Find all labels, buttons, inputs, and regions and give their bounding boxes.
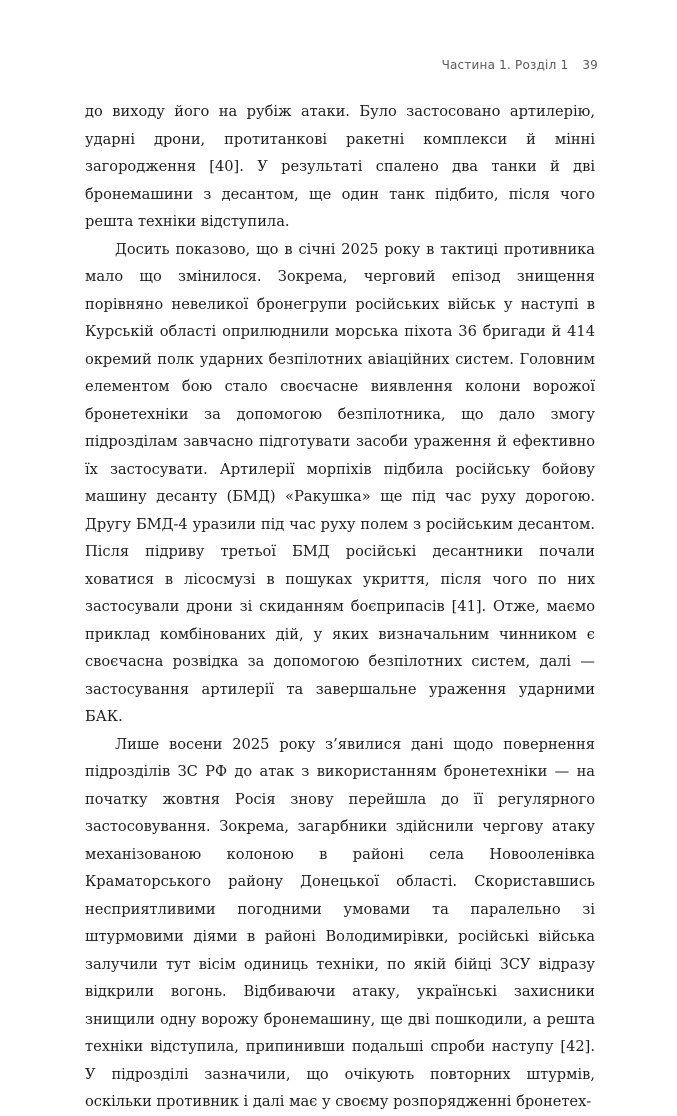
paragraph: Лише восени 2025 року з’явилися дані щодо повернення підрозділів ЗС РФ до атак з використанням бронетехніки — на початку жовтня Росія знову перейшла до її регулярного застосовування. Зокрема, загарбники здійснили чергову атаку механізованою колоною в районі села Новооленівка Краматорського району Донецької області. Скориставшись несприятливими погодними умовами та паралельно зі штурмовими діями в районі Володимирівки, російські війська залучили тут вісім одиниць техніки, по якій бійці ЗСУ відразу відкрили вогонь. Відбиваючи атаку, українські захисники знищили одну ворожу бронемашину, ще дві пошкодили, а решта техніки відступила, припинивши подальші спроби наступу [42]. У підрозділі зазначили, що очікують повторних штурмів, оскільки противник і далі має у своєму розпорядженні бронетех- <box>85 735 595 1110</box>
running-header <box>442 58 598 72</box>
paragraph: Досить показово, що в січні 2025 року в тактиці противника мало що змінилося. Зокрема, черговий епізод знищення порівняно невеликої бронегрупи російських військ у наступі в Курській області оприлюднили морська піхота 36 бригади й 414 окремий полк ударних безпілотних авіаційних систем. Головним елементом бою стало своєчасне виявлення колони ворожої бронетехніки за допомогою безпілотника, що дало змогу підрозділам завчасно підготувати засоби ураження й ефективно їх застосувати. Артилерії морпіхів підбила російську бойову машину десанту (БМД) «Ракушка» ще під час руху дорогою. Другу БМД-4 уразили під час руху полем з російським десантом. Після підриву третьої БМД російські десантники почали ховатися в лісосмузі в пошуках укриття, після чого по них застосували дрони зі скиданням боєприпасів [41]. Отже, маємо приклад комбінованих дій, у яких визначальним чинником є своєчасна розвідка за допомогою безпілотних систем, далі — застосування артилерії та завершальне ураження ударними БАК. <box>85 240 595 725</box>
paragraph-continued: до виходу його на рубіж атаки. Було застосовано артилерію, ударні дрони, протитанкові ракетні комплекси й мінні загородження [40]. У результаті спалено два танки й дві бронемашини з десантом, ще один танк підбито, після чого решта техніки відступила. <box>85 103 595 230</box>
page-number: 39 <box>582 58 598 72</box>
body-text <box>85 98 595 1116</box>
chapter-title: Частина 1. Розділ 1 <box>441 58 569 72</box>
